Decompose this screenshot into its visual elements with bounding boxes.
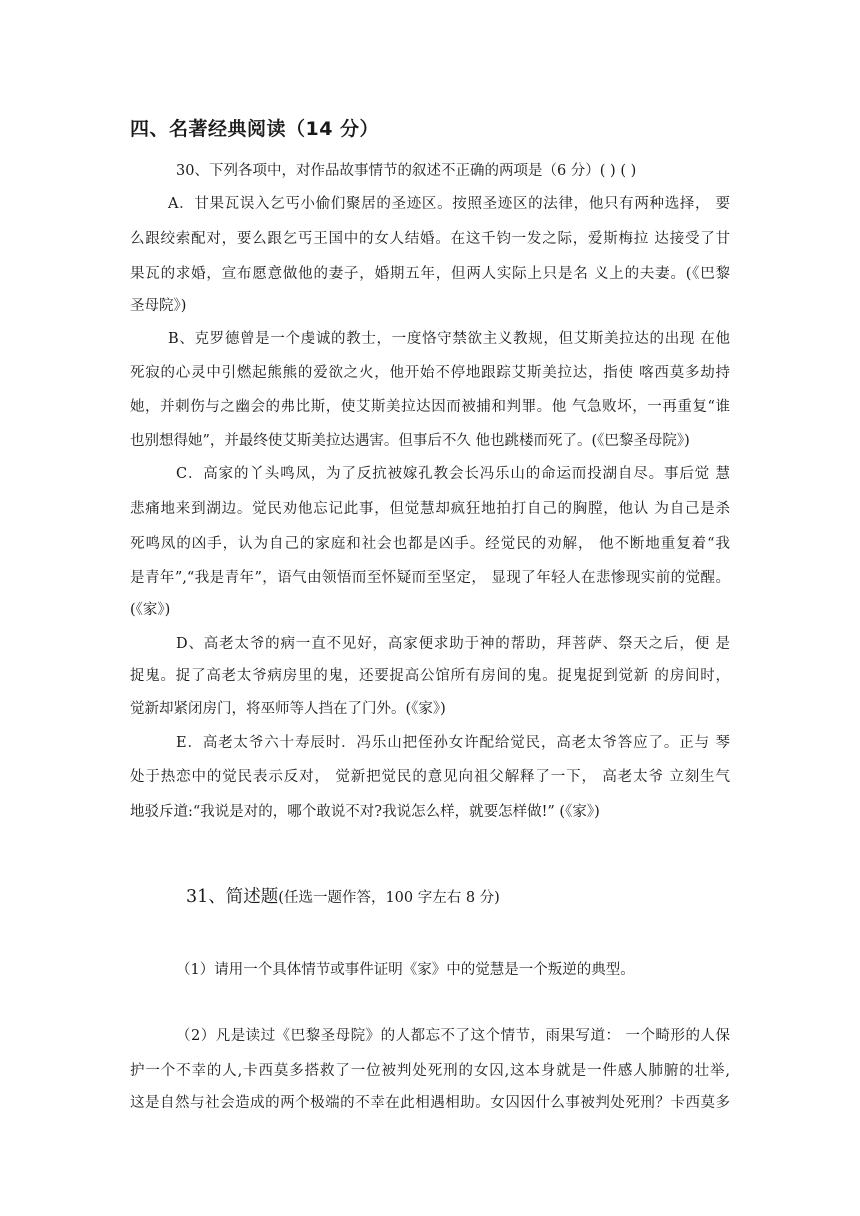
- q30-option-c-line: (《家》): [130, 602, 171, 618]
- q30-option-e-line: 地驳斥道:“我说是对的，哪个敢说不对?我说怎么样，就要怎样做!” (《家》): [130, 804, 600, 820]
- q30-option-b-line: B、克罗德曾是一个虔诚的教士，一度恪守禁欲主义教规，但艾斯美拉达的出现 在他: [168, 331, 730, 347]
- q30-option-e-line: E．高老太爷六十寿辰时．冯乐山把侄孙女许配给觉民，高老太爷答应了。正与 琴: [176, 735, 730, 751]
- q30-option-d-line: 捉鬼。捉了高老太爷病房里的鬼，还要捉高公馆所有房间的鬼。捉鬼捉到觉新 的房间时，: [130, 668, 730, 684]
- q31-item-2-line: （2）凡是读过《巴黎圣母院》的人都忘不了这个情节，雨果写道： 一个畸形的人保: [176, 1028, 730, 1044]
- q31-item-2-line: 这是自然与社会造成的两个极端的不幸在此相遇相助。女囚因什么事被判处死刑？卡西莫多: [130, 1095, 730, 1111]
- q30-option-a-line: 圣母院》): [130, 298, 187, 314]
- q31-title: 31、简述题: [186, 887, 279, 907]
- q30-option-c-line: C．高家的丫头鸣凤，为了反抗被嫁孔教会长冯乐山的命运而投湖自尽。事后觉 慧: [176, 466, 730, 482]
- q30-option-c-line: 死鸣凤的凶手，认为自己的家庭和社会也都是凶手。经觉民的劝解， 他不断地重复着“我: [130, 536, 730, 552]
- q30-option-c-line: 悲痛地来到湖边。觉民劝他忘记此事，但觉慧却疯狂地拍打自己的胸膛，他认 为自己是杀: [130, 501, 730, 517]
- q30-option-d-line: 觉新却紧闭房门，将巫师等人挡在了门外。(《家》): [130, 701, 446, 717]
- q30-option-a-line: 么跟绞索配对，要么跟乞丐王国中的女人结婚。在这千钧一发之际，爱斯梅拉 达接受了甘: [130, 231, 730, 247]
- q30-option-e-line: 处于热恋中的觉民表示反对， 觉新把觉民的意见向祖父解释了一下， 高老太爷 立刻生气: [130, 769, 730, 785]
- q31-heading: [186, 883, 500, 908]
- q31-item-1-line: （1）请用一个具体情节或事件证明《家》中的觉慧是一个叛逆的典型。: [176, 962, 635, 978]
- q30-option-c-line: 是青年”,“我是青年”，语气由领悟而至怀疑而至坚定， 显现了年轻人在悲惨现实前的觉醒。: [130, 570, 730, 586]
- q30-option-b-line: 她，并刺伤与之幽会的弗比斯，使艾斯美拉达因而被捕和判罪。他 气急败坏，一再重复“谁: [130, 399, 730, 415]
- q31-note: (任选一题作答，100 字左右 8 分): [278, 890, 500, 906]
- q30-option-a-line: 果瓦的求婚，宣布愿意做他的妻子，婚期五年，但两人实际上只是名 义上的夫妻。(《巴黎: [130, 266, 730, 282]
- q30-option-b-line: 也别想得她”，并最终使艾斯美拉达遇害。但事后不久 他也跳楼而死了。(《巴黎圣母院》): [130, 433, 690, 449]
- section-heading: 四、名著经典阅读（14 分）: [130, 118, 380, 140]
- q30-option-b-line: 死寂的心灵中引燃起熊熊的爱欲之火，他开始不停地跟踪艾斯美拉达，指使 喀西莫多劫持: [130, 365, 730, 381]
- q31-item-2-line: 护一个不幸的人,卡西莫多搭救了一位被判处死刑的女囚,这本身就是一件感人肺腑的壮举,: [130, 1063, 730, 1079]
- q30-option-d-line: D、高老太爷的病一直不见好，高家便求助于神的帮助，拜菩萨、祭天之后，便 是: [176, 636, 730, 652]
- q30-prompt: 30、下列各项中，对作品故事情节的叙述不正确的两项是（6 分）( ) ( ): [176, 163, 637, 179]
- q30-option-a-line: A．甘果瓦误入乞丐小偷们聚居的圣迹区。按照圣迹区的法律，他只有两种选择， 要: [168, 196, 730, 212]
